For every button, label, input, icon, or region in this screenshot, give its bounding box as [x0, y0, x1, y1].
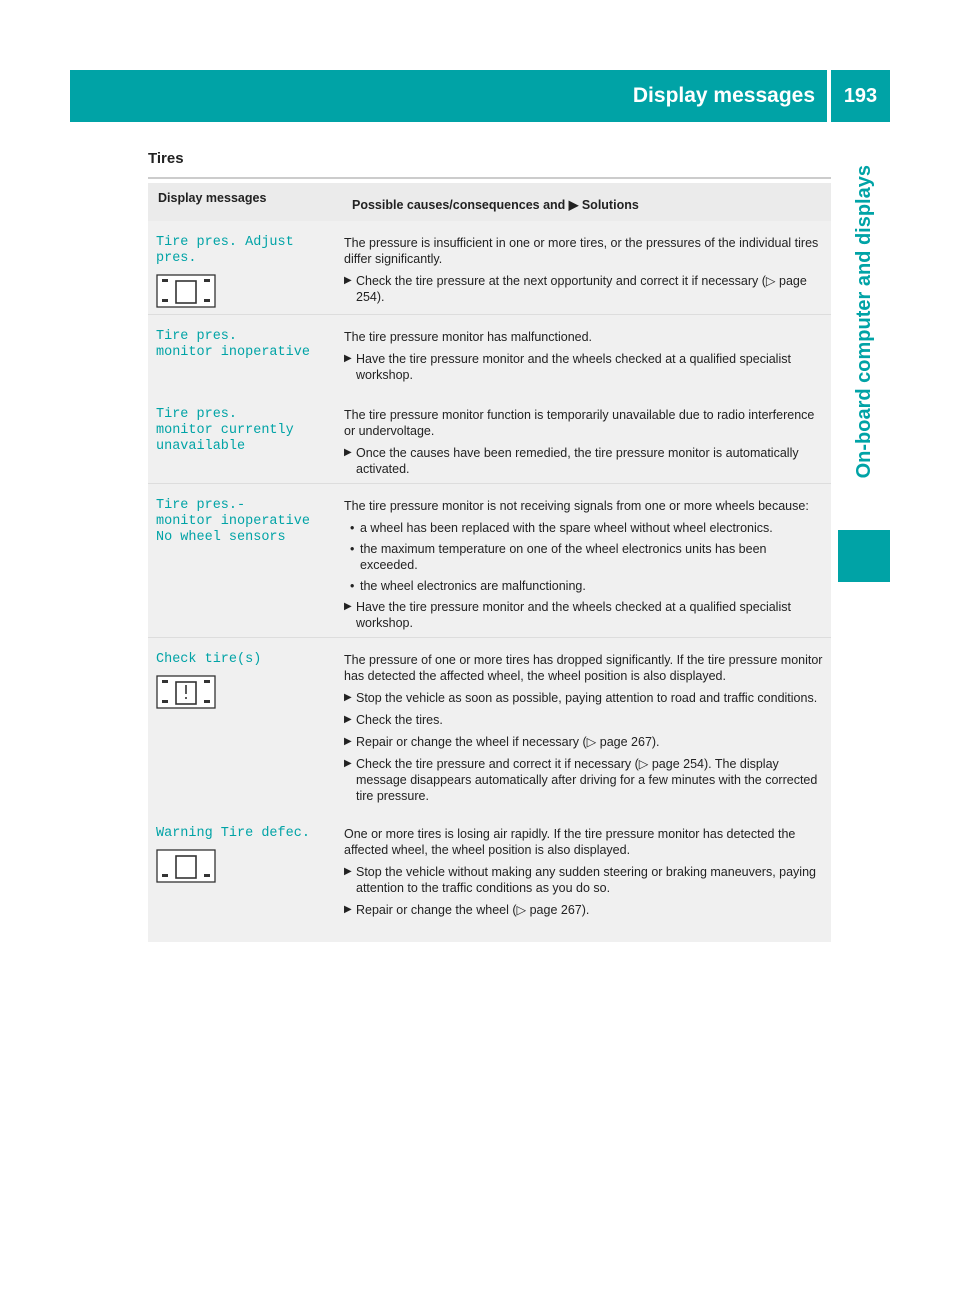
arrow-icon: ▶ — [344, 758, 352, 769]
page-number: 193 — [831, 70, 890, 122]
display-message: pres. — [156, 251, 197, 266]
table-row — [148, 314, 831, 389]
display-message: Check tire(s) — [156, 652, 262, 667]
table-row — [148, 637, 831, 810]
display-message: monitor inoperative — [156, 514, 310, 529]
col-header-messages: Display messages — [158, 191, 267, 205]
solution-step: ▶ Have the tire pressure monitor and the wheels checked at a qualified specialist workshop. — [344, 600, 791, 630]
solution-step: ▶ Check the tire pressure at the next opportunity and correct it if necessary (▷ page 254). — [344, 274, 807, 304]
header-bar — [70, 70, 827, 122]
solution-step: ▶ Repair or change the wheel if necessary (▷ page 267). — [344, 735, 660, 749]
arrow-icon: ▶ — [344, 714, 352, 725]
list-item: • the maximum temperature on one of the wheel electronics units has been exceeded. — [350, 542, 767, 572]
arrow-icon: ▶ — [344, 353, 352, 364]
display-message: monitor inoperative — [156, 345, 310, 360]
display-message: Tire pres. — [156, 329, 238, 344]
arrow-icon: ▶ — [344, 692, 352, 703]
table-header — [148, 183, 831, 221]
table-row — [148, 483, 831, 637]
display-message: No wheel sensors — [156, 530, 286, 545]
solution-step: ▶ Have the tire pressure monitor and the wheels checked at a qualified specialist workshop. — [344, 352, 791, 382]
arrow-icon: ▶ — [344, 736, 352, 747]
table-row — [148, 810, 831, 924]
cause-text: One or more tires is losing air rapidly. If the tire pressure monitor has detected the affected wheel, the wheel position is also displayed. — [344, 827, 796, 857]
table-row — [148, 221, 831, 314]
display-message: Tire pres. Adjust — [156, 235, 294, 250]
col-header-solutions: Possible causes/consequences and ▶ Solutions — [352, 198, 639, 212]
tire-pressure-icon — [156, 273, 216, 309]
display-message: Tire pres.- — [156, 498, 246, 513]
display-message: unavailable — [156, 439, 246, 454]
display-message: Warning Tire defec. — [156, 826, 310, 841]
tire-warning-icon — [156, 674, 216, 710]
side-tab-label: On-board computer and displays — [852, 165, 875, 479]
list-item: • the wheel electronics are malfunctioning. — [350, 579, 586, 593]
solution-step: ▶ Repair or change the wheel (▷ page 267). — [344, 903, 590, 917]
page-header-title: Display messages — [632, 84, 815, 107]
list-item: • a wheel has been replaced with the spare wheel without wheel electronics. — [350, 521, 773, 535]
side-tab-marker — [838, 530, 890, 582]
cause-text: The pressure is insufficient in one or more tires, or the pressures of the individual tires differ significantly. — [344, 236, 819, 266]
solution-step: ▶ Stop the vehicle without making any sudden steering or braking maneuvers, paying attention to the traffic conditions as you do so. — [344, 865, 816, 895]
solution-step: ▶ Check the tires. — [344, 713, 443, 727]
solution-step: ▶ Check the tire pressure and correct it if necessary (▷ page 254). The display message disappears automatically after driving for a few minutes with the corrected tire pressure. — [344, 757, 818, 803]
cause-text: The tire pressure monitor is not receiving signals from one or more wheels because: — [344, 499, 809, 513]
arrow-icon: ▶ — [344, 904, 352, 915]
messages-table — [148, 183, 831, 942]
divider — [148, 177, 831, 179]
cause-text: The pressure of one or more tires has dropped significantly. If the tire pressure monitor has detected the affected wheel, the wheel position is also displayed. — [344, 653, 823, 683]
solution-step: ▶ Stop the vehicle as soon as possible, paying attention to road and traffic conditions. — [344, 691, 818, 705]
cause-text: The tire pressure monitor has malfunctioned. — [344, 330, 593, 344]
arrow-icon: ▶ — [344, 601, 352, 612]
table-row — [148, 389, 831, 483]
cause-text: The tire pressure monitor function is temporarily unavailable due to radio interference or undervoltage. — [344, 408, 815, 438]
display-message: Tire pres. — [156, 407, 238, 422]
display-message: monitor currently — [156, 423, 294, 438]
side-tab — [838, 165, 890, 685]
arrow-icon: ▶ — [344, 447, 352, 458]
tire-defect-icon — [156, 848, 216, 884]
arrow-icon: ▶ — [344, 866, 352, 877]
section-title: Tires — [148, 150, 184, 167]
arrow-icon: ▶ — [344, 275, 352, 286]
solution-step: ▶ Once the causes have been remedied, the tire pressure monitor is automatically activated. — [344, 446, 799, 476]
